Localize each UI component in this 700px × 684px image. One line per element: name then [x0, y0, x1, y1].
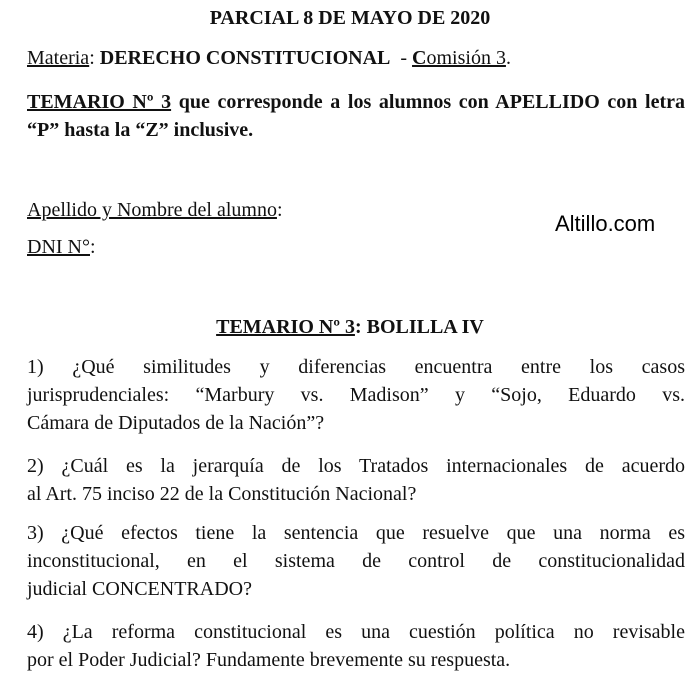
- question-line: inconstitucional, en el sistema de control de constitucionalidad: [27, 550, 685, 572]
- question-line: jurisprudenciales: “Marbury vs. Madison” y “Sojo, Eduardo vs.: [27, 384, 685, 406]
- temario-text: que corresponde a los alumnos con APELLIDO con letra “P” hasta la “Z” inclusive.: [27, 91, 685, 141]
- temario-label: TEMARIO Nº 3: [27, 91, 172, 113]
- question-line: judicial CONCENTRADO?: [27, 578, 252, 600]
- materia-label: Materia: [27, 47, 90, 69]
- dni-field: DNI N°:: [27, 236, 96, 258]
- question-line: 1) ¿Qué similitudes y diferencias encuentra entre los casos: [27, 356, 685, 378]
- question-2: [27, 452, 685, 508]
- comision-rest: omisión 3: [426, 47, 506, 69]
- apellido-label: Apellido y Nombre del alumno: [27, 199, 277, 221]
- question-line: 2) ¿Cuál es la jerarquía de los Tratados internacionales de acuerdo: [27, 455, 685, 477]
- section-title-underlined: TEMARIO Nº 3: [216, 316, 355, 338]
- question-4: [27, 618, 685, 674]
- question-3: [27, 519, 685, 603]
- comision-initial: C: [412, 47, 427, 69]
- exam-title: PARCIAL 8 DE MAYO DE 2020: [209, 7, 491, 29]
- section-title-rest: : BOLILLA IV: [354, 316, 484, 338]
- question-line: 3) ¿Qué efectos tiene la sentencia que resuelve que una norma es: [27, 522, 685, 544]
- question-line: por el Poder Judicial? Fundamente brevemente su respuesta.: [27, 649, 511, 671]
- section-title: [0, 316, 700, 339]
- question-line: Cámara de Diputados de la Nación”?: [27, 412, 325, 434]
- materia-value: DERECHO CONSTITUCIONAL: [99, 47, 391, 69]
- temario-assignment: [27, 88, 685, 144]
- altillo-watermark: Altillo.com: [555, 211, 656, 236]
- dni-label: DNI N°: [27, 236, 90, 258]
- apellido-field: Apellido y Nombre del alumno:: [27, 199, 283, 221]
- question-1: [27, 353, 685, 437]
- question-line: al Art. 75 inciso 22 de la Constitución Nacional?: [27, 483, 417, 505]
- materia-line: Materia: DERECHO CONSTITUCIONAL - Comisión 3.: [27, 47, 511, 69]
- question-line: 4) ¿La reforma constitucional es una cuestión política no revisable: [27, 621, 685, 643]
